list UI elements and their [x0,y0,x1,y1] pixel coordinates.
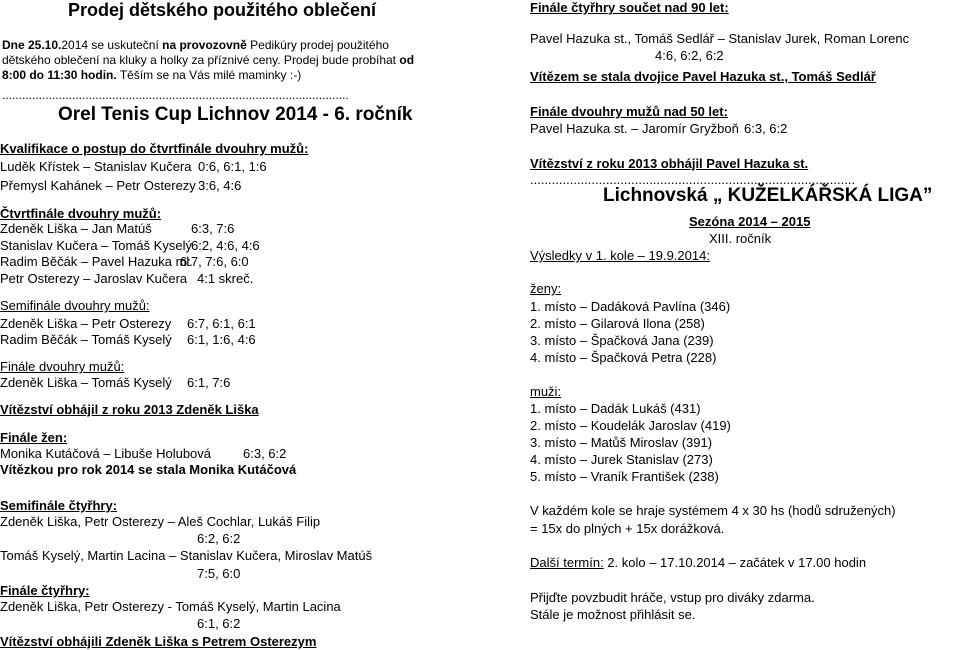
women-final-heading: Finále žen: [0,430,68,445]
match-score: 6:2, 4:6, 4:6 [191,238,260,253]
system-line-1: V každém kole se hraje systémem 4 x 30 hs (hodů sdružených) [530,503,896,518]
women-heading: ženy: [530,281,562,296]
list-item: 3. místo – Špačková Jana (239) [530,333,714,348]
semifinal-heading: Semifinále dvouhry mužů: [0,298,150,313]
doubles-match: Tomáš Kyselý, Martin Lacina – Stanislav Kučera, Miroslav Matúš [0,548,373,563]
doubles90-winner: Vítězem se stala dvojice Pavel Hazuka st., Tomáš Sedlář [530,69,876,84]
intro-text-2b: od [399,53,415,67]
qualification-row [0,159,267,175]
men-heading: muži: [530,384,562,399]
match-players: Zdeněk Liška – Jan Matúš [0,221,152,236]
intro-text-1c: Pedikúry prodej použitého [250,38,389,52]
list-item: 1. místo – Dadák Lukáš (431) [530,401,701,416]
intro-text-1a: 2014 se uskuteční [61,38,159,52]
final-heading: Finále dvouhry mužů: [0,359,125,374]
semifinal-row [0,332,256,348]
final-row [0,375,231,391]
women-winner: Vítězkou pro rok 2014 se stala Monika Kutáčová [0,462,297,477]
match-score: 3:6, 4:6 [198,178,242,193]
match-players: Přemysl Kahánek – Petr Osterezy [0,178,196,193]
quarterfinal-heading: Čtvrtfinále dvouhry mužů: [0,206,162,221]
semifinal-row [0,316,256,332]
league-edition: XIII. ročník [709,231,772,246]
women-final-row [0,446,287,462]
tournament-title: Orel Tenis Cup Lichnov 2014 - 6. ročník [58,104,413,125]
match-players: Stanislav Kučera – Tomáš Kyselý [0,238,192,253]
match-players: Pavel Hazuka st. – Jaromír Gryžboň [530,121,739,136]
match-players: Petr Osterezy – Jaroslav Kučera [0,271,188,286]
match-score: 6:3, 7:6 [191,221,235,236]
intro-text-2: dětského oblečení na kluky a holky za příznivé ceny. Prodej bude probíhat [2,53,397,67]
match-players: Monika Kutáčová – Libuše Holubová [0,446,212,461]
qualification-row [0,178,242,194]
doubles-score: 6:1, 6:2 [197,616,241,631]
defended-title: Vítězství obhájil z roku 2013 Zdeněk Liška [0,402,259,417]
doubles-score: 7:5, 6:0 [197,566,241,581]
match-players: Zdeněk Liška – Petr Osterezy [0,316,172,331]
doubles90-match: Pavel Hazuka st., Tomáš Sedlář – Stanislav Jurek, Roman Lorenc [530,31,910,46]
intro-text-3: Těším se na Vás milé maminky :-) [119,68,302,82]
quarterfinal-row [0,271,254,287]
match-score: 6:1, 1:6, 4:6 [187,332,256,347]
system-line-2: = 15x do plných + 15x dorážková. [530,521,725,536]
quarterfinal-row [0,254,249,270]
invite-line-1: Přijďte povzbudit hráče, vstup pro diváky zdarma. [530,590,815,605]
match-players: Luděk Křístek – Stanislav Kučera [0,159,192,174]
match-players: Zdeněk Liška – Tomáš Kyselý [0,375,172,390]
doubles-final-heading: Finále čtyřhry: [0,583,90,598]
doubles-match: Zdeněk Liška, Petr Osterezy - Tomáš Kyselý, Martin Lacina [0,599,341,614]
match-score: 6:7, 6:1, 6:1 [187,316,256,331]
defended-2013: Vítězství z roku 2013 obhájil Pavel Hazuka st. [530,156,809,171]
intro-line-2 [2,53,414,68]
intro-dots: ........................................................................................................ [2,88,349,102]
match-score: 6:3, 6:2 [243,446,287,461]
doubles-match: Zdeněk Liška, Petr Osterezy – Aleš Cochlar, Lukáš Filip [0,514,321,529]
next-term-label: Další termín: [530,555,604,570]
doubles-defended: Vítězství obhájili Zdeněk Liška s Petrem Osterezym [0,634,317,649]
match-score: 6:3, 6:2 [744,121,788,136]
list-item: 4. místo – Špačková Petra (228) [530,350,717,365]
invite-line-2: Stále je možnost přihlásit se. [530,607,696,622]
list-item: 1. místo – Dadáková Pavlína (346) [530,299,731,314]
next-term-text: 2. kolo – 17.10.2014 – začátek v 17.00 hodin [603,555,867,570]
quarterfinal-row [0,238,260,254]
results-label: Výsledky v 1. kole – 19.9.2014: [530,248,710,263]
intro-text-1b: na provozovně [162,38,247,52]
league-title: Lichnovská „ KUŽELKÁŘSKÁ LIGA” [603,185,933,206]
sale-title: Prodej dětského použitého oblečení [68,0,377,20]
list-item: 2. místo – Koudelák Jaroslav (419) [530,418,731,433]
intro-line-1 [2,38,389,53]
quarterfinal-row [0,221,235,237]
over50-row [530,121,788,137]
list-item: 3. místo – Matůš Miroslav (391) [530,435,713,450]
list-item: 4. místo – Jurek Stanislav (273) [530,452,713,467]
qualification-heading: Kvalifikace o postup do čtvrtfinále dvouhry mužů: [0,141,309,156]
intro-hours: 8:00 do 11:30 hodin. [2,68,117,82]
match-score: 6:7, 7:6, 6:0 [180,254,249,269]
match-score: 6:1, 7:6 [187,375,231,390]
intro-date: Dne 25.10. [2,38,62,52]
doubles-semifinal-heading: Semifinále čtyřhry: [0,498,118,513]
match-score: 0:6, 6:1, 1:6 [198,159,267,174]
match-score: 4:1 skreč. [197,271,254,286]
list-item: 2. místo – Gilarová Ilona (258) [530,316,705,331]
next-term [530,555,866,571]
list-item: 5. místo – Vraník František (238) [530,469,719,484]
doubles-score: 6:2, 6:2 [197,531,241,546]
doubles90-heading: Finále čtyřhry součet nad 90 let: [530,0,729,15]
league-season: Sezóna 2014 – 2015 [689,214,811,229]
right-dots: .......................................................................................... [530,172,856,187]
match-players: Radim Běčák – Pavel Hazuka ml. [0,254,193,269]
intro-line-3 [2,68,301,83]
over50-heading: Finále dvouhry mužů nad 50 let: [530,104,728,119]
doubles90-score: 4:6, 6:2, 6:2 [655,48,724,63]
match-players: Radim Běčák – Tomáš Kyselý [0,332,172,347]
